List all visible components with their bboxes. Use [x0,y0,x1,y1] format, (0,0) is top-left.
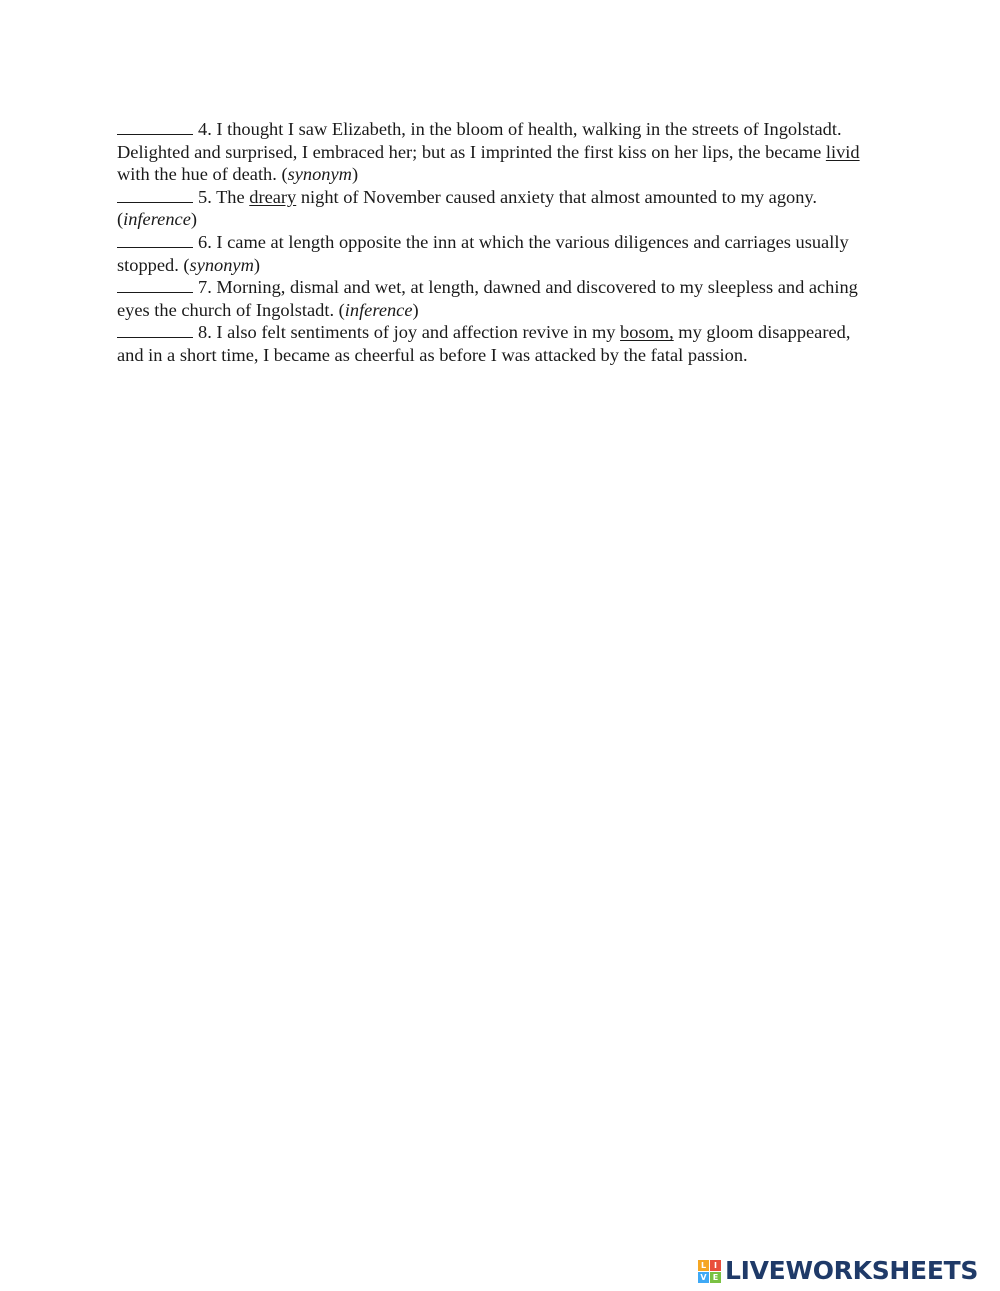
question-text: I thought I saw Elizabeth, in the bloom of health, walking in the streets of Ingolstadt. Delighted and surprised, I embraced her; but as I imprinted the first kiss on her lips, the became [117,119,842,162]
answer-blank-5[interactable] [117,186,193,203]
clue-close: ) [190,209,197,230]
live-logo-icon [698,1260,721,1283]
clue-type: inference [344,299,413,320]
clue-close: ) [351,164,359,185]
question-number: 7. [198,277,212,298]
question-text: I came at length opposite the inn at which the various diligences and carriages usually stopped. ( [117,231,849,275]
question-number: 8. [198,322,212,343]
clue-type: synonym [189,254,254,275]
clue-close: ) [253,254,261,275]
logo-letter-l: L [698,1260,709,1271]
vocabulary-word: livid [825,141,860,162]
logo-letter-e: E [710,1272,721,1283]
question-number: 4. [198,119,212,139]
question-text: night of November caused anxiety that almost amounted to my agony. ( [117,186,818,230]
question-item-5 [117,186,877,231]
clue-type: synonym [287,164,352,185]
clue-close: ) [412,299,419,320]
vocabulary-word: bosom, [620,322,674,343]
question-text: with the hue of death. ( [117,164,288,185]
question-text: I also felt sentiments of joy and affection revive in my [216,322,621,343]
question-text: Morning, dismal and wet, at length, dawned and discovered to my sleepless and aching eyes the church of Ingolstadt. ( [117,277,858,320]
question-text: The [216,186,250,207]
logo-letter-i: I [710,1260,721,1271]
answer-blank-6[interactable] [117,231,193,248]
clue-type: inference [123,209,191,230]
answer-blank-7[interactable] [117,276,193,293]
vocabulary-word: dreary [249,186,297,207]
question-item-6 [117,231,877,276]
brand-name: LIVEWORKSHEETS [725,1256,979,1285]
worksheet-content [117,118,877,367]
question-number: 6. [198,231,212,252]
liveworksheets-branding [698,1256,978,1286]
question-item-8 [117,321,877,366]
question-number: 5. [198,186,212,207]
question-item-7 [117,276,877,321]
question-item-4 [117,118,877,186]
question-text: my gloom disappeared, and in a short time, I became as cheerful as before I was attacked by the fatal passion. [117,322,851,365]
answer-blank-4[interactable] [117,118,193,135]
answer-blank-8[interactable] [117,321,193,338]
logo-letter-v: V [698,1272,709,1283]
